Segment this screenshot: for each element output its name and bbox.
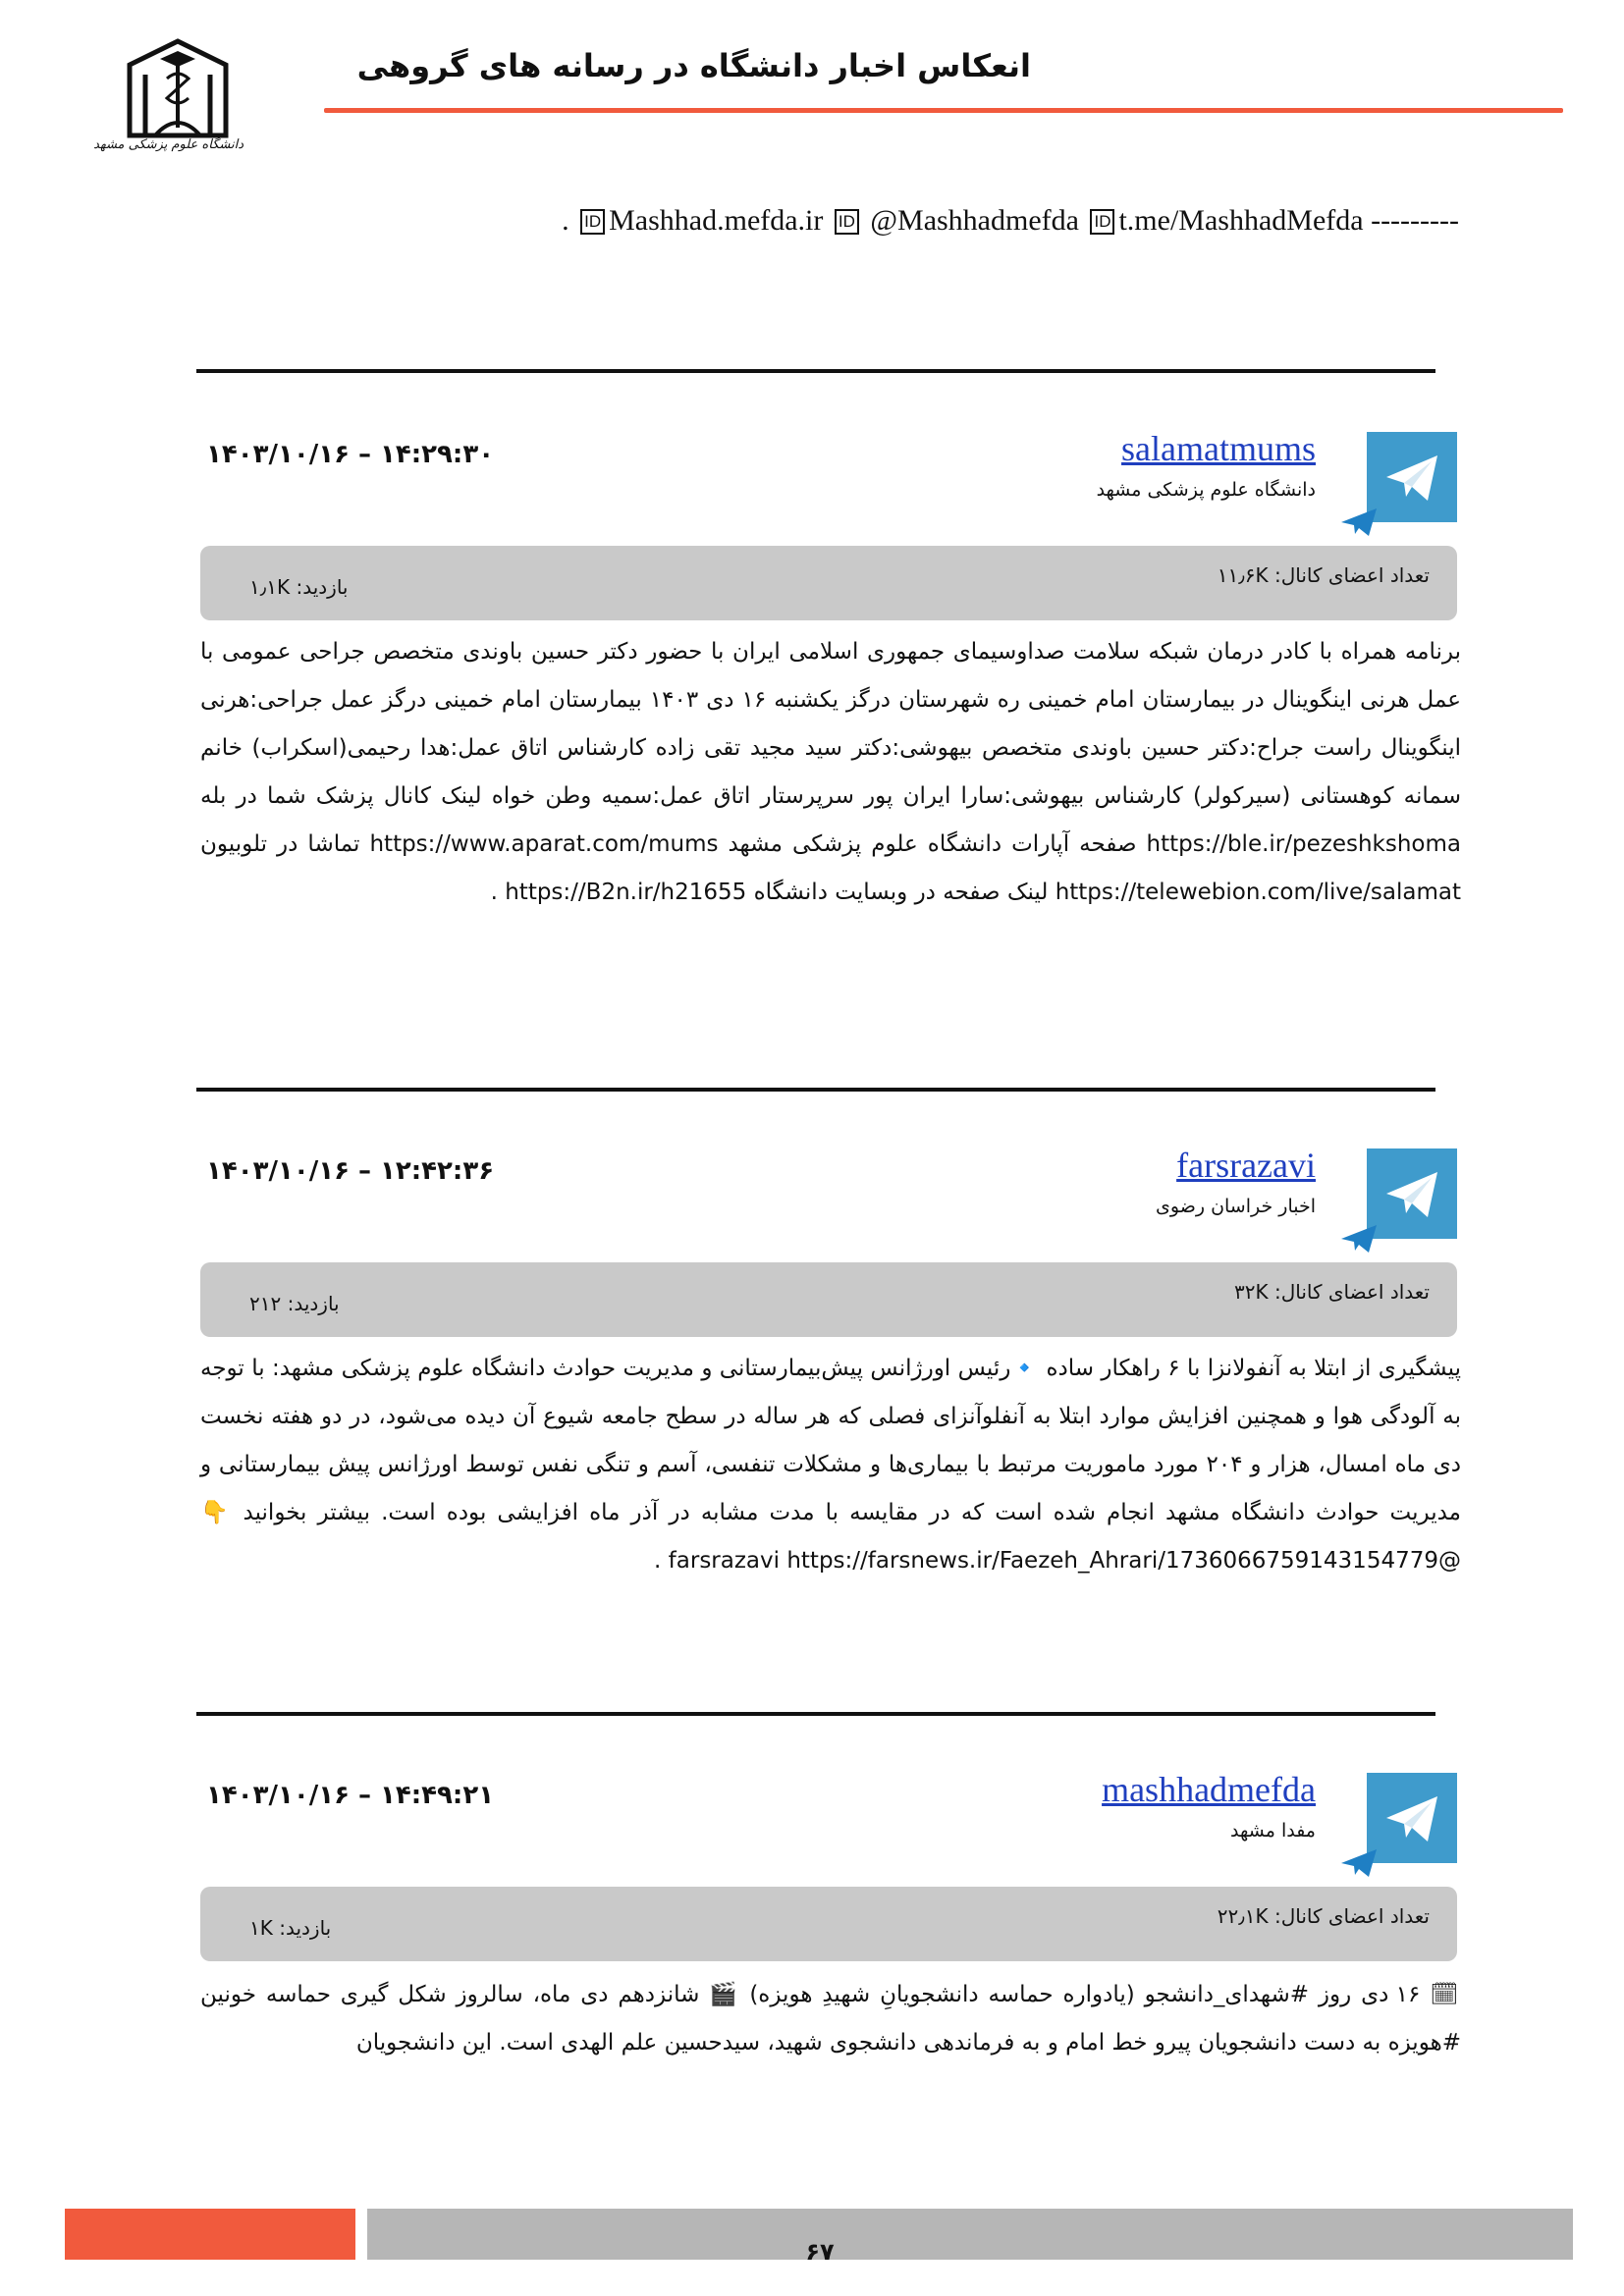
channel-members-count: تعداد اعضای کانال: ۲۲٫۱K <box>1217 1904 1430 1928</box>
link-telegram[interactable]: t.me/MashhadMefda <box>1118 204 1364 237</box>
post-view-count: بازدید: ۱K <box>249 1916 332 1940</box>
telegram-small-icon <box>1339 1847 1379 1879</box>
telegram-plane-icon <box>1367 1148 1457 1239</box>
telegram-small-icon <box>1339 507 1379 538</box>
id-badge-icon: ID <box>1090 209 1114 235</box>
channel-members-count: تعداد اعضای کانال: ۱۱٫۶K <box>1217 563 1430 587</box>
university-emblem-icon <box>116 37 240 145</box>
dash-separator: --------- <box>1371 204 1459 237</box>
mefda-links-line <box>562 204 1459 238</box>
link-website[interactable]: Mashhad.mefda.ir <box>609 204 824 237</box>
telegram-channel-avatar <box>1367 432 1457 522</box>
id-badge-icon: ID <box>580 209 605 235</box>
telegram-plane-icon <box>1367 1773 1457 1863</box>
post-body-text: پیشگیری از ابتلا به آنفولانزا با ۶ راهکار ساده 🔹رئیس اورژانس پیش‌بیمارستانی و مدیریت حوادث دانشگاه علوم پزشکی مشهد: با توجه به آلودگی هوا و همچنین افزایش موارد ابتلا به آنفلوآنزای فصلی که هر ساله در سطح جامعه شیوع آن دیده می‌شود، در دو هفته نخست دی ماه امسال، هزار و ۲۰۴ مورد ماموریت مرتبط با بیماری‌ها و مشکلات تنفسی، آسم و تنگی نفس توسط اورژانس پیش بیمارستانی و مدیریت حوادث دانشگاه مشهد انجام شده است که در مقایسه با مدت مشابه در آذر ماه افزایشی بوده است. بیشتر بخوانید 👇 @farsrazavi https://farsnews.ir/Faezeh_Ahrari/1736066759143154779 . <box>200 1356 1462 1574</box>
channel-name[interactable]: farsrazavi <box>1176 1146 1316 1185</box>
post-stats-bar <box>200 546 1457 620</box>
section-separator <box>196 1088 1435 1092</box>
channel-name[interactable]: salamatmums <box>1121 429 1316 468</box>
page-number: ۶۷ <box>805 2238 835 2266</box>
channel-name[interactable]: mashhadmefda <box>1102 1770 1316 1809</box>
channel-subtitle: دانشگاه علوم پزشکی مشهد <box>1096 479 1316 501</box>
channel-subtitle: اخبار خراسان رضوی <box>1156 1196 1316 1217</box>
telegram-plane-icon <box>1367 432 1457 522</box>
channel-subtitle: مفدا مشهد <box>1230 1820 1316 1842</box>
post-view-count: بازدید: ۲۱۲ <box>249 1292 340 1315</box>
section-separator <box>196 1712 1435 1716</box>
post-view-count: بازدید: ۱٫۱K <box>249 575 349 599</box>
post-timestamp: ۱۴۰۳/۱۰/۱۶ – ۱۲:۴۲:۳۶ <box>206 1156 495 1186</box>
post-body-text: برنامه همراه با کادر درمان شبکه سلامت صداوسیمای جمهوری اسلامی ایران با حضور دکتر حسین باوندی متخصص جراحی عمومی با عمل هرنی اینگوینال در بیمارستان امام خمینی ره شهرستان درگز یکشنبه ۱۶ دی ۱۴۰۳ بیمارستان امام خمینی درگز عمل جراحی:هرنی اینگوینال راست جراح:دکتر حسین باوندی متخصص بیهوشی:دکتر سید مجید تقی زاده کارشناس اتاق عمل:هدا رحیمی(اسکراب) خانم سمانه کوهستانی (سیرکولر) کارشناس بیهوشی:سارا ایران پور سرپرستار اتاق عمل:سمیه وطن خواه لینک کانال پزشک شما در بله https://ble.ir/pezeshkshoma صفحه آپارات دانشگاه علوم پزشکی مشهد https://www.aparat.com/mums تماشا در تلوبیون https://telewebion.com/live/salamat لینک صفحه در وبسایت دانشگاه https://B2n.ir/h21655 . <box>200 639 1461 905</box>
post-body-text: 🗓 ۱۶ دی روز #شهدای_دانشجو (یادواره حماسه دانشجویانِ شهیدِ هویزه) 🎬 شانزدهم دی ماه، سالروز شکل گیری حماسه خونین #هویزه به دست دانشجویان پیرو خط امام و به فرماندهی دانشجوی شهید، سیدحسین علم الهدی است. این دانشجویان <box>200 1982 1461 2056</box>
id-badge-icon: ID <box>835 209 859 235</box>
footer-accent-bar <box>65 2209 355 2260</box>
telegram-channel-avatar <box>1367 1773 1457 1863</box>
logo-caption: دانشگاه علوم پزشکی مشهد <box>93 137 244 152</box>
post-timestamp: ۱۴۰۳/۱۰/۱۶ – ۱۴:۲۹:۳۰ <box>206 440 495 469</box>
telegram-small-icon <box>1339 1223 1379 1255</box>
section-separator <box>196 369 1435 373</box>
header-divider <box>324 108 1563 113</box>
post-stats-bar <box>200 1887 1457 1961</box>
document-header-title: انعکاس اخبار دانشگاه در رسانه های گروهی <box>356 47 1031 84</box>
post-timestamp: ۱۴۰۳/۱۰/۱۶ – ۱۴:۴۹:۲۱ <box>206 1781 495 1810</box>
post-stats-bar <box>200 1262 1457 1337</box>
channel-members-count: تعداد اعضای کانال: ۳۲K <box>1234 1280 1430 1304</box>
trailing-period: . <box>562 204 569 237</box>
telegram-channel-avatar <box>1367 1148 1457 1239</box>
footer-bar <box>367 2209 1573 2260</box>
link-handle[interactable]: @Mashhadmefda <box>870 204 1079 237</box>
